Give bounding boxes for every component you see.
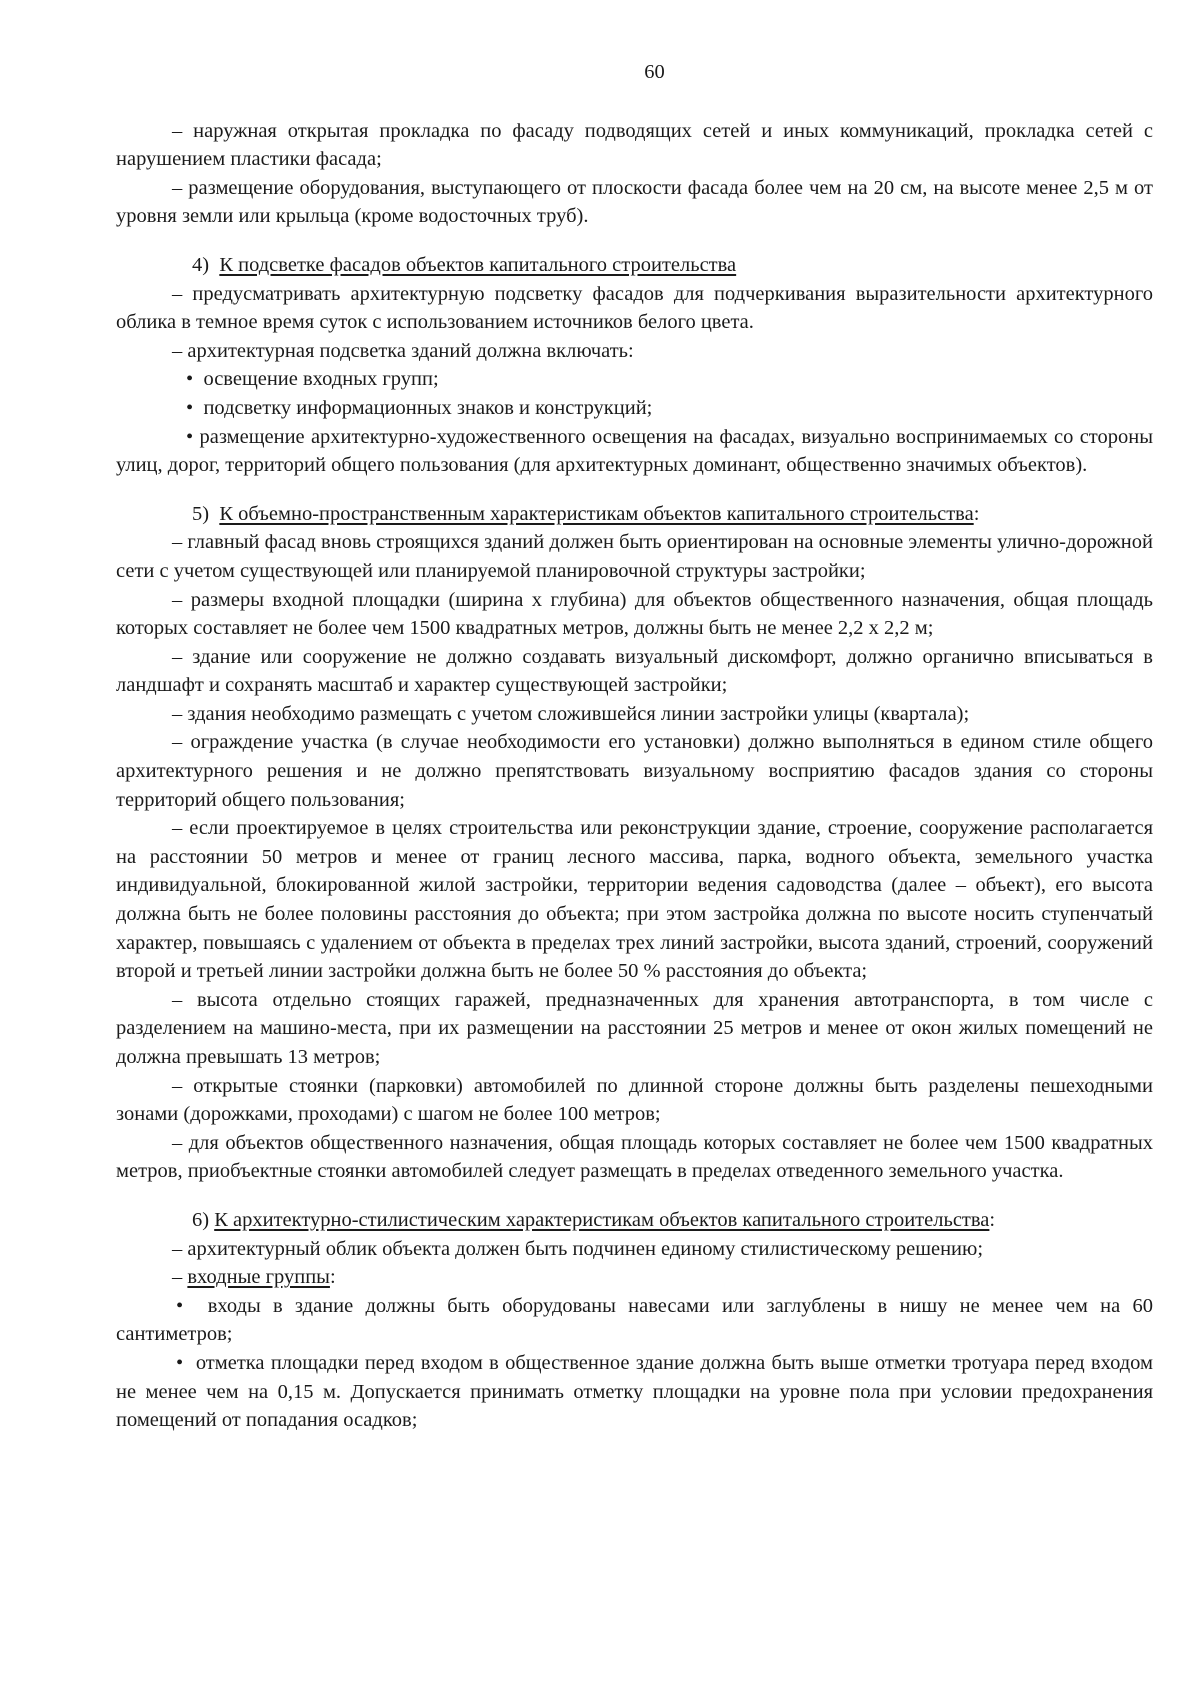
bullet-icon: • — [186, 396, 194, 419]
bullet-item — [116, 394, 1153, 423]
paragraph: – главный фасад вновь строящихся зданий должен быть ориентирован на основные элементы улично-дорожной сети с учетом существующей или планируемой планировочной структуры застройки; — [116, 531, 1153, 582]
bullet-item — [116, 1292, 1153, 1349]
paragraph: – если проектируемое в целях строительства или реконструкции здание, строение, сооружение располагается на расстоянии 50 метров и менее от границ лесного массива, парка, водного объекта, земельного участка индивидуальной, блокированной жилой застройки, территории ведения садоводства (далее – объект), его высота должна быть не более половины расстояния до объекта; при этом застройка должна по высоте носить ступенчатый характер, повышаясь с удалением от объекта в пределах трех линий застройки, высота зданий, строений, сооружений второй и третьей линии застройки должна быть не более 50 % расстояния до объекта; — [116, 817, 1153, 983]
title-suffix: : — [973, 502, 980, 525]
paragraph: – открытые стоянки (парковки) автомобилей по длинной стороне должны быть разделены пешеходными зонами (дорожками, проходами) с шагом не более 100 метров; — [116, 1074, 1153, 1126]
paragraph: – здание или сооружение не должно создавать визуальный дискомфорт, должно органично вписываться в ландшафт и сохранять масштаб и характер существующей застройки; — [116, 645, 1153, 697]
bullet-icon: • — [186, 425, 194, 448]
paragraph: – архитектурная подсветка зданий должна включать: — [172, 339, 634, 362]
section-title: К подсветке фасадов объектов капитального строительства — [219, 253, 737, 276]
section-number: 6) — [192, 1208, 210, 1231]
entry-groups-suffix: : — [329, 1266, 336, 1289]
section-number: 5) — [192, 502, 210, 525]
bullet-text: размещение архитектурно-художественного освещения на фасадах, визуально воспринимаемых со стороны улиц, дорог, территорий общего пользования (для архитектурных доминант, общественно значимых объектов). — [116, 425, 1153, 477]
bullet-icon: • — [176, 1294, 184, 1317]
section-title: К объемно-пространственным характеристикам объектов капитального строительства — [219, 502, 974, 525]
paragraph: – наружная открытая прокладка по фасаду подводящих сетей и иных коммуникаций, прокладка сетей с нарушением пластики фасада; — [116, 119, 1153, 171]
paragraph: – предусматривать архитектурную подсветку фасадов для подчеркивания выразительности архитектурного облика в темное время суток с использованием источников белого цвета. — [116, 282, 1153, 334]
bullet-icon: • — [186, 368, 194, 391]
bullet-icon: • — [176, 1351, 184, 1374]
entry-groups-label: входные группы — [187, 1266, 330, 1289]
section-heading-5 — [116, 500, 1153, 529]
paragraph: – размещение оборудования, выступающего от плоскости фасада более чем на 20 см, на высоте менее 2,5 м от уровня земли или крыльца (кроме водосточных труб). — [116, 176, 1153, 228]
bullet-text: отметка площадки перед входом в общественное здание должна быть выше отметки тротуара перед входом не менее чем на 0,15 м. Допускается принимать отметку площадки на уровне пола при условии предохранения помещений от попадания осадков; — [116, 1351, 1154, 1432]
paragraph: – для объектов общественного назначения, общая площадь которых составляет не более чем 1500 квадратных метров, приобъектные стоянки автомобилей следует размещать в пределах отведенного земельного участка. — [116, 1131, 1153, 1183]
bullet-item — [116, 1349, 1153, 1435]
entry-dash: – — [172, 1266, 188, 1289]
paragraph: – высота отдельно стоящих гаражей, предназначенных для хранения автотранспорта, в том числе с разделением на машино-места, при их размещении на расстоянии 25 метров и менее от окон жилых помещений не должна превышать 13 метров; — [116, 988, 1153, 1068]
paragraph: – здания необходимо размещать с учетом сложившейся линии застройки улицы (квартала); — [172, 702, 970, 725]
paragraph: – размеры входной площадки (ширина х глубина) для объектов общественного назначения, общая площадь которых составляет не более чем 1500 квадратных метров, должны быть не менее 2,2 х 2,2 м; — [116, 588, 1153, 640]
section-gap — [116, 480, 1153, 500]
section-title: К архитектурно-стилистическим характеристикам объектов капитального строительства — [214, 1208, 990, 1231]
bullet-text: входы в здание должны быть оборудованы навесами или заглублены в нишу не менее чем на 60 сантиметров; — [116, 1294, 1153, 1346]
title-suffix: : — [989, 1208, 996, 1231]
page-number: 60 — [644, 61, 665, 83]
section-gap — [116, 1186, 1153, 1206]
section-gap — [116, 231, 1153, 251]
section-heading-4 — [116, 251, 1153, 280]
bullet-text: освещение входных групп; — [203, 368, 439, 391]
section-heading-6 — [116, 1206, 1153, 1235]
section-number: 4) — [192, 253, 210, 276]
bullet-item — [116, 365, 1153, 394]
entry-groups-line — [116, 1263, 1153, 1292]
bullet-item — [116, 423, 1153, 480]
paragraph: – архитектурный облик объекта должен быть подчинен единому стилистическому решению; — [172, 1237, 984, 1260]
bullet-text: подсветку информационных знаков и конструкций; — [203, 396, 653, 419]
paragraph: – ограждение участка (в случае необходимости его установки) должно выполняться в едином стиле общего архитектурного решения и не должно препятствовать визуальному восприятию фасадов здания со стороны территорий общего пользования; — [116, 731, 1153, 811]
